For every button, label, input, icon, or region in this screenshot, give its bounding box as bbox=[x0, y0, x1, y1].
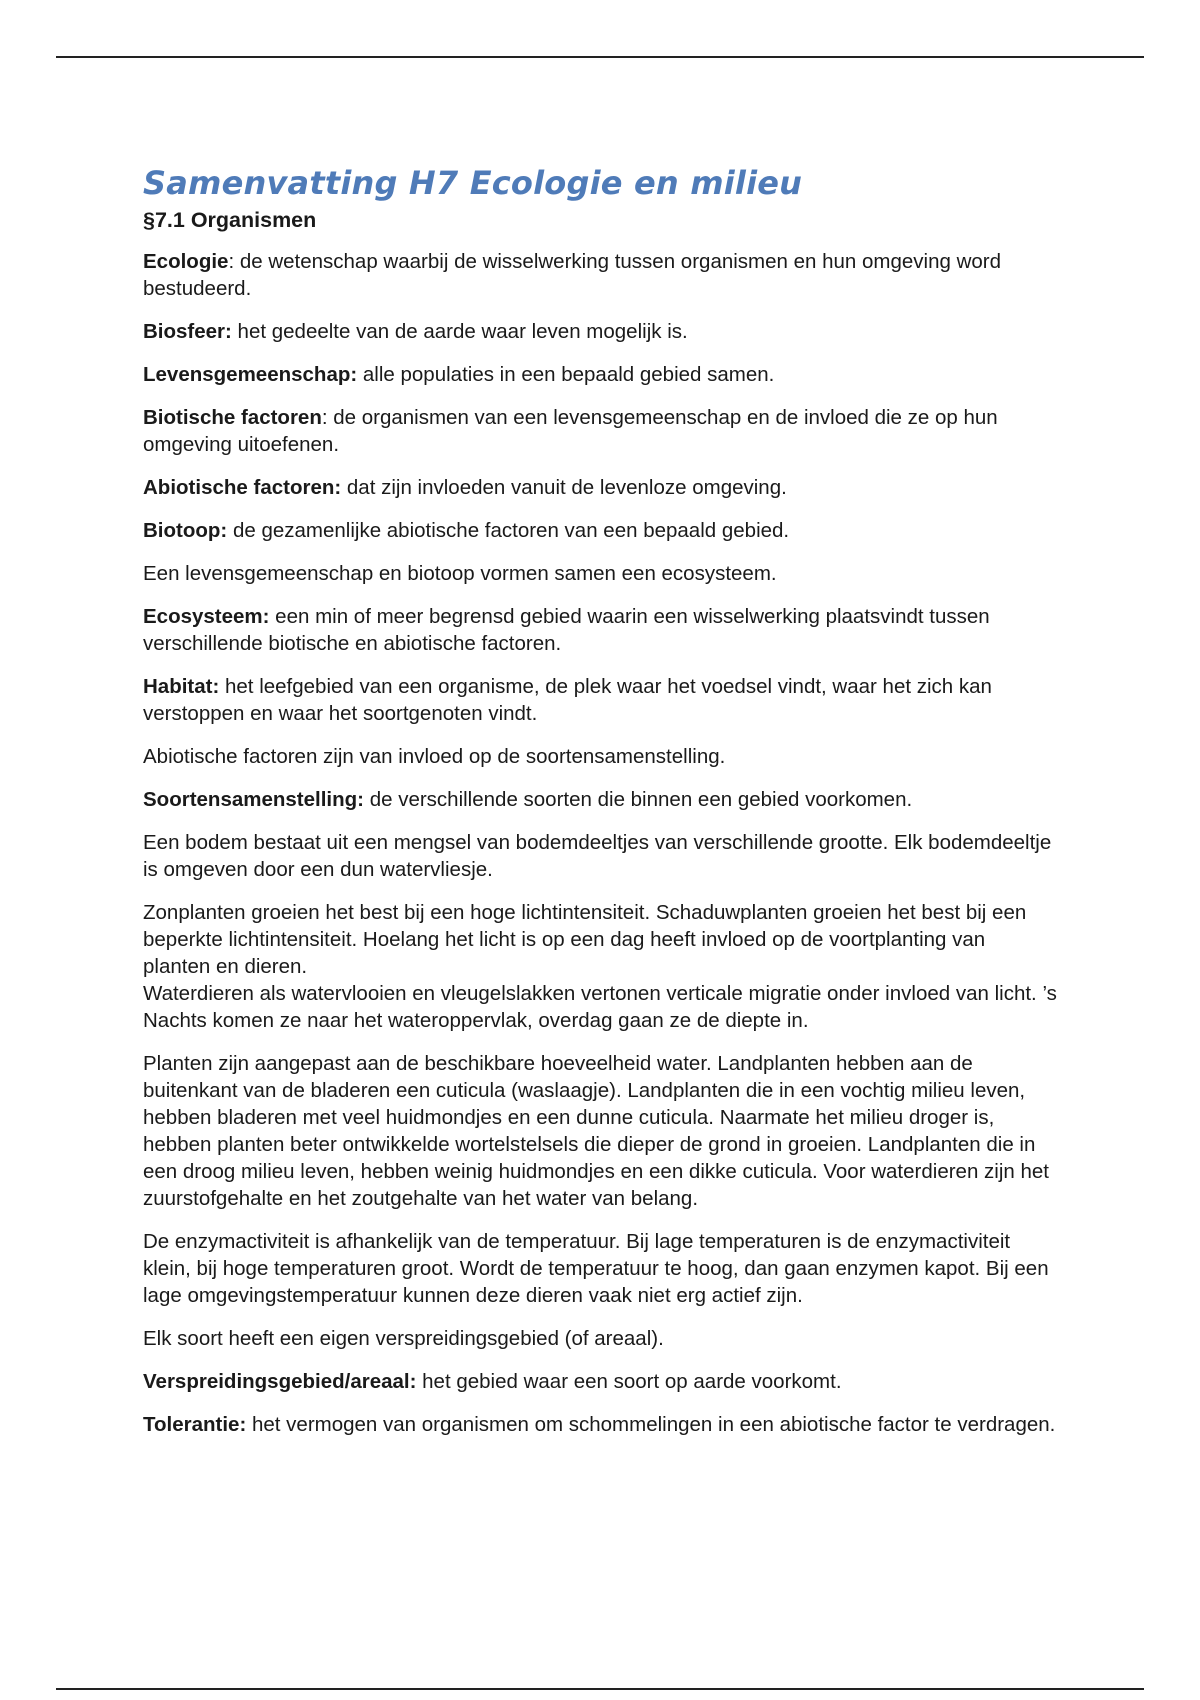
section-heading: §7.1 Organismen bbox=[143, 208, 317, 232]
term: Ecologie bbox=[143, 250, 229, 273]
paragraph bbox=[143, 829, 1058, 883]
paragraph bbox=[143, 560, 1058, 587]
definition: de gezamenlijke abiotische factoren van een bepaald gebied. bbox=[227, 519, 790, 542]
paragraph bbox=[143, 673, 1058, 727]
term: Soortensamenstelling: bbox=[143, 788, 364, 811]
paragraph bbox=[143, 1325, 1058, 1352]
definition: Een levensgemeenschap en biotoop vormen samen een ecosysteem. bbox=[143, 562, 777, 585]
definition: Een bodem bestaat uit een mengsel van bodemdeeltjes van verschillende grootte. Elk bodemdeeltje is omgeven door een dun watervliesje. bbox=[143, 831, 1052, 881]
definition: dat zijn invloeden vanuit de levenloze omgeving. bbox=[341, 476, 787, 499]
definition: : de organismen van een levensgemeenschap en de invloed die ze op hun omgeving uitoefenen. bbox=[143, 406, 998, 456]
term: Biotische factoren bbox=[143, 406, 322, 429]
paragraph bbox=[143, 517, 1058, 544]
paragraph bbox=[143, 474, 1058, 501]
top-rule bbox=[56, 56, 1144, 58]
term: Abiotische factoren: bbox=[143, 476, 342, 499]
paragraph bbox=[143, 1050, 1058, 1212]
paragraph bbox=[143, 248, 1058, 302]
paragraph bbox=[143, 603, 1058, 657]
definition: het gebied waar een soort op aarde voorkomt. bbox=[416, 1370, 842, 1393]
definition: Waterdieren als watervlooien en vleugelslakken vertonen verticale migratie onder invloed van licht. ’s Nachts komen ze naar het wateroppervlak, overdag gaan ze de diepte in. bbox=[143, 982, 1057, 1032]
term: Ecosysteem: bbox=[143, 605, 270, 628]
definition: een min of meer begrensd gebied waarin een wisselwerking plaatsvindt tussen verschillende biotische en abiotische factoren. bbox=[143, 605, 990, 655]
definition: de verschillende soorten die binnen een gebied voorkomen. bbox=[364, 788, 913, 811]
definition: het vermogen van organismen om schommelingen in een abiotische factor te verdragen. bbox=[246, 1413, 1056, 1436]
paragraph bbox=[143, 1368, 1058, 1395]
term: Biotoop: bbox=[143, 519, 228, 542]
definition: het leefgebied van een organisme, de plek waar het voedsel vindt, waar het zich kan verstoppen en waar het soortgenoten vindt. bbox=[143, 675, 992, 725]
paragraph bbox=[143, 786, 1058, 813]
document-body bbox=[143, 160, 1058, 1454]
definition: De enzymactiviteit is afhankelijk van de temperatuur. Bij lage temperaturen is de enzymactiviteit klein, bij hoge temperaturen groot. Wordt de temperatuur te hoog, dan gaan enzymen kapot. Bij een lage omgevingstemperatuur kunnen deze dieren vaak niet erg actief zijn. bbox=[143, 1230, 1049, 1307]
bottom-rule bbox=[56, 1688, 1144, 1690]
definition: Abiotische factoren zijn van invloed op de soortensamenstelling. bbox=[143, 745, 726, 768]
definition: Zonplanten groeien het best bij een hoge lichtintensiteit. Schaduwplanten groeien het best bij een beperkte lichtintensiteit. Hoelang het licht is op een dag heeft invloed op de voortplanting van planten en dieren. bbox=[143, 901, 1027, 978]
paragraph bbox=[143, 318, 1058, 345]
document-title: Samenvatting H7 Ecologie en milieu bbox=[143, 164, 803, 202]
definition: Planten zijn aangepast aan de beschikbare hoeveelheid water. Landplanten hebben aan de buitenkant van de bladeren een cuticula (waslaagje). Landplanten die in een vochtig milieu leven, hebben bladeren met veel huidmondjes en een dunne cuticula. Naarmate het milieu droger is, hebben planten beter ontwikkelde wortelstelsels die dieper de grond in groeien. Landplanten die in een droog milieu leven, hebben weinig huidmondjes en een dikke cuticula. Voor waterdieren zijn het zuurstofgehalte en het zoutgehalte van het water van belang. bbox=[143, 1052, 1049, 1210]
term: Biosfeer: bbox=[143, 320, 232, 343]
definition: Elk soort heeft een eigen verspreidingsgebied (of areaal). bbox=[143, 1327, 664, 1350]
term: Tolerantie: bbox=[143, 1413, 247, 1436]
term: Verspreidingsgebied/areaal: bbox=[143, 1370, 417, 1393]
paragraph bbox=[143, 980, 1058, 1034]
term: Habitat: bbox=[143, 675, 220, 698]
paragraph bbox=[143, 404, 1058, 458]
term: Levensgemeenschap: bbox=[143, 363, 358, 386]
paragraph bbox=[143, 743, 1058, 770]
paragraph bbox=[143, 1411, 1058, 1438]
paragraph bbox=[143, 1228, 1058, 1309]
definition: : de wetenschap waarbij de wisselwerking tussen organismen en hun omgeving word bestudeerd. bbox=[143, 250, 1002, 300]
definition: het gedeelte van de aarde waar leven mogelijk is. bbox=[231, 320, 688, 343]
paragraph bbox=[143, 899, 1058, 980]
paragraph bbox=[143, 361, 1058, 388]
definition: alle populaties in een bepaald gebied samen. bbox=[357, 363, 775, 386]
